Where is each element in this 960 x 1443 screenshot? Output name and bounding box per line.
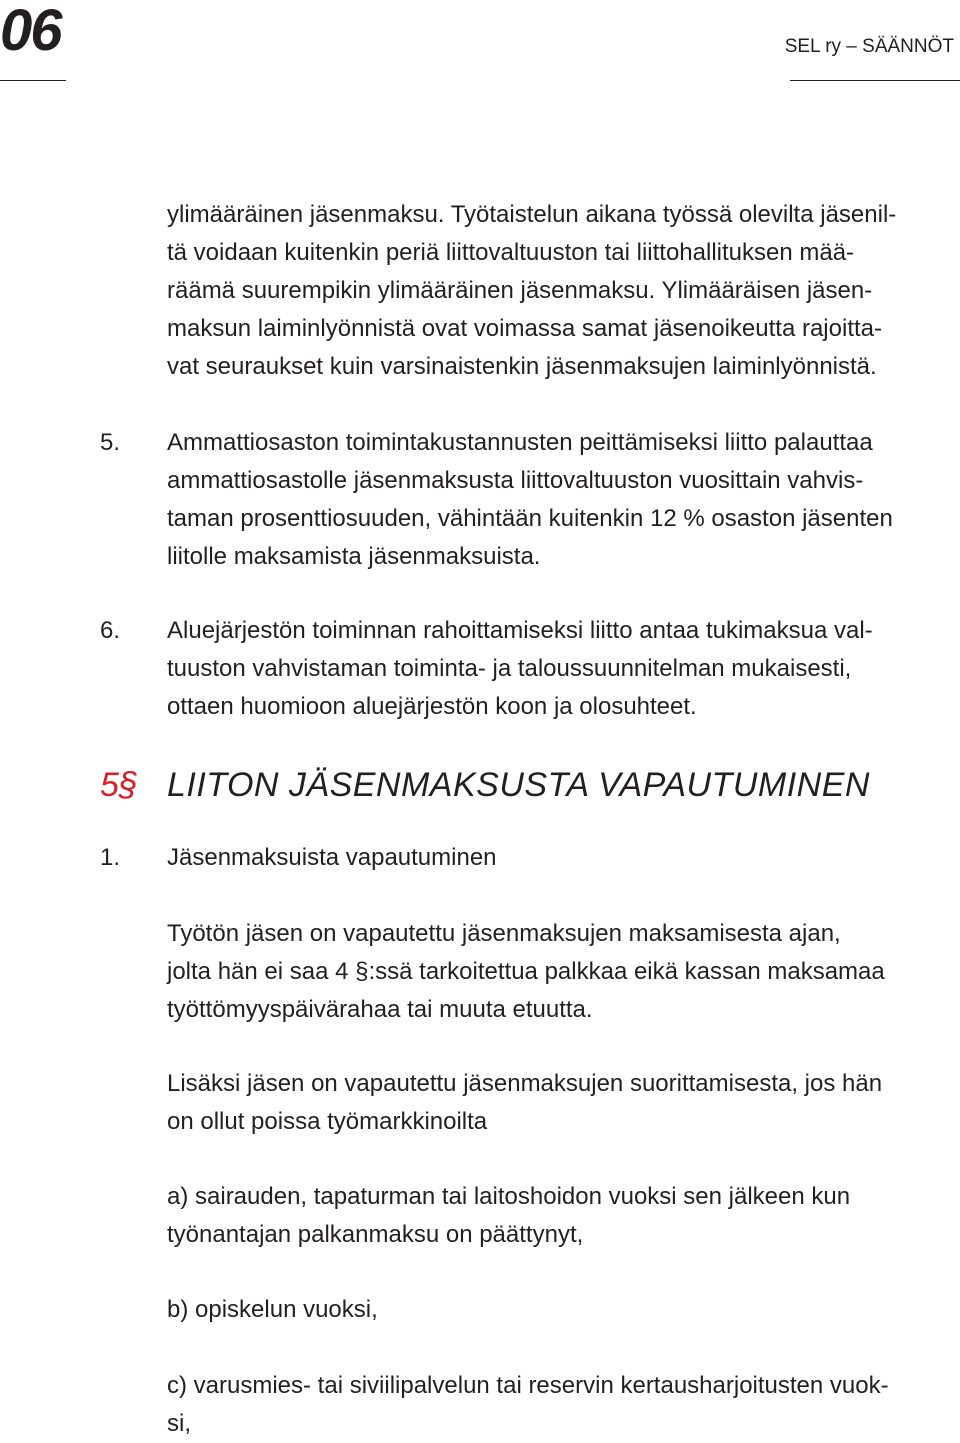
text-line: b) opiskelun vuoksi, <box>167 1296 378 1323</box>
text-line: taman prosenttiosuuden, vähintään kuitenkin 12 % osaston jäsenten <box>167 505 893 532</box>
text-line: Lisäksi jäsen on vapautettu jäsenmaksujen suorittamisesta, jos hän <box>167 1070 883 1097</box>
text-line: Aluejärjestön toiminnan rahoittamiseksi liitto antaa tukimaksua val- <box>167 617 873 644</box>
text-line: liitolle maksamista jäsenmaksuista. <box>167 543 541 570</box>
list-item-number: 6. <box>100 617 121 644</box>
paragraph-unemployed <box>167 915 955 1029</box>
paragraph-exemption <box>167 1065 955 1141</box>
section-sign: 5§ <box>100 766 138 804</box>
list-item-text <box>167 424 955 576</box>
text-line: räämä suurempikin ylimääräinen jäsenmaksu. Ylimääräisen jäsen- <box>167 277 873 304</box>
text-line: on ollut poissa työmarkkinoilta <box>167 1108 488 1135</box>
running-head: SEL ry – SÄÄNNÖT <box>784 36 954 57</box>
page-number: 06 <box>0 0 61 63</box>
list-item-c <box>167 1367 955 1443</box>
text-line: a) sairauden, tapaturman tai laitoshoidon vuoksi sen jälkeen kun <box>167 1183 851 1210</box>
list-item-a <box>167 1178 955 1254</box>
text-line: Työtön jäsen on vapautettu jäsenmaksujen maksamisesta ajan, <box>167 920 841 947</box>
continuation-paragraph <box>167 196 955 386</box>
section-heading <box>100 765 870 805</box>
list-item-text <box>167 612 955 726</box>
text-line: c) varusmies- tai siviilipalvelun tai reservin kertausharjoitusten vuok- <box>167 1372 889 1399</box>
text-line: ammattiosastolle jäsenmaksusta liittovaltuuston vuosittain vahvis- <box>167 467 864 494</box>
text-line: ottaen huomioon aluejärjestön koon ja olosuhteet. <box>167 693 697 720</box>
running-head-rule <box>790 80 960 81</box>
subsection-title: Jäsenmaksuista vapautuminen <box>167 844 497 871</box>
text-line: jolta hän ei saa 4 §:ssä tarkoitettua palkkaa eikä kassan maksamaa <box>167 958 885 985</box>
text-line: työttömyyspäivärahaa tai muuta etuutta. <box>167 996 593 1023</box>
text-line: ylimääräinen jäsenmaksu. Työtaistelun aikana työssä olevilta jäsenil- <box>167 201 897 228</box>
section-title: LIITON JÄSENMAKSUSTA VAPAUTUMINEN <box>167 766 870 804</box>
text-line: si, <box>167 1410 191 1437</box>
text-line: työnantajan palkanmaksu on päättynyt, <box>167 1221 584 1248</box>
text-line: Ammattiosaston toimintakustannusten peittämiseksi liitto palauttaa <box>167 429 873 456</box>
text-line: tä voidaan kuitenkin periä liittovaltuuston tai liittohallituksen mää- <box>167 239 855 266</box>
text-line: maksun laiminlyönnistä ovat voimassa samat jäsenoikeutta rajoitta- <box>167 315 882 342</box>
list-item-b <box>167 1291 955 1329</box>
text-line: tuuston vahvistaman toiminta- ja taloussuunnitelman mukaisesti, <box>167 655 852 682</box>
list-item-number: 5. <box>100 429 121 456</box>
subsection-number: 1. <box>100 844 121 871</box>
page-number-rule <box>0 80 66 81</box>
text-line: vat seuraukset kuin varsinaistenkin jäsenmaksujen laiminlyönnistä. <box>167 353 877 380</box>
